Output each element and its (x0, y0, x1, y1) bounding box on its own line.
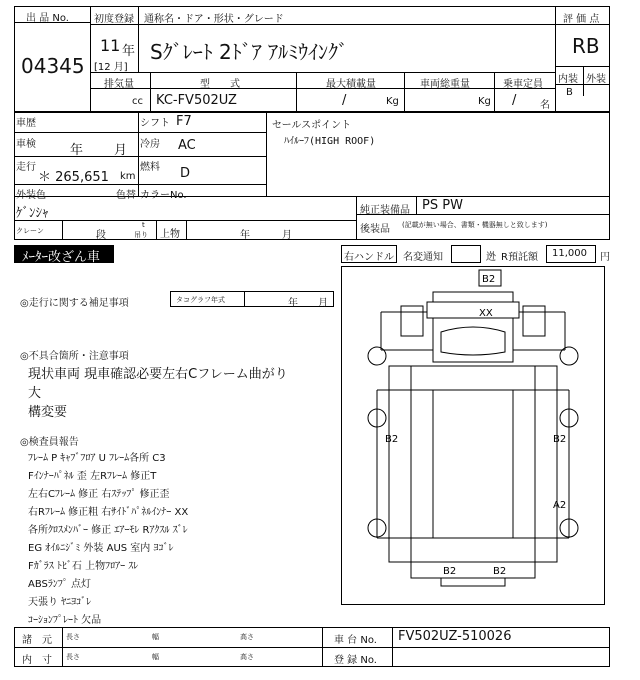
recycle-due-label: R預託額 (501, 252, 538, 263)
inspector-line: 天張り ﾔﾆﾖｺﾞﾚ (28, 597, 92, 608)
gross-weight-label: 車両総重量 (420, 79, 470, 90)
crane-label: クレーン (16, 227, 44, 235)
inspector-line: 左右Cﾌﾚｰﾑ 修正 右ｽﾃｯﾌﾟ 修正歪 (28, 489, 170, 500)
interior-width-label: 幅 (152, 653, 159, 661)
inspection-month-unit: 月 (114, 143, 128, 158)
recycle-due-amount: 11,000 (552, 248, 587, 259)
chassis-number-label: 車 台 No. (334, 635, 377, 646)
defect-line: 現状車両 現車確認必要左右Cフレーム曲がり (28, 367, 288, 382)
lift-label: 上物 (160, 229, 180, 240)
spec-height-label: 高さ (240, 633, 254, 641)
interior-dimension-label: 内 寸 (22, 655, 52, 666)
truck-condition-diagram (341, 266, 605, 606)
history-label: 車歴 (16, 118, 36, 129)
capacity-slash: / (512, 93, 517, 108)
spec-length-label: 長さ (66, 633, 80, 641)
crane-ton-unit: t (142, 221, 145, 229)
rating-label: 評 価 点 (563, 14, 600, 25)
inspector-line: ﾌﾚｰﾑ P ｷｬﾌﾞﾌﾛｱ U ﾌﾚｰﾑ各所 C3 (28, 453, 166, 464)
inspection-label: 車検 (16, 139, 36, 150)
inspector-line: EG ｵｲﾙﾆｼﾞﾐ 外装 AUS 室内 ﾖｺﾞﾚ (28, 543, 174, 554)
mark-front: B2 (482, 274, 496, 285)
vehicle-name: Sｸﾞﾚｰﾄ 2ﾄﾞｱ ｱﾙﾐｳｲﾝｸﾞ (150, 40, 349, 64)
retrofit-label: 後装品 (360, 224, 390, 235)
capacity-unit: 名 (540, 100, 550, 111)
capacity-label: 乗車定員 (503, 79, 543, 90)
color-value: ｹﾞﾝｼｬ (16, 206, 49, 221)
vehicle-name-label: 通称名・ドア・形状・グレード (144, 14, 284, 25)
exterior-grade-label: 外装 (586, 74, 606, 85)
chassis-number: FV502UZ-510026 (398, 629, 512, 644)
name-change-label: 名変通知 (403, 252, 443, 263)
displacement-label: 排気量 (104, 79, 134, 90)
color-number-label: カラーNo. (140, 190, 187, 201)
kanji-mark: 迯 (486, 252, 496, 263)
inspection-year-unit: 年 (70, 143, 84, 158)
gross-weight-unit: Kg (478, 96, 491, 107)
tachograph-month-unit: 月 (318, 298, 328, 309)
meter-tampered-text: ﾒｰﾀｰ改ざん車 (22, 250, 101, 265)
color-label: 外装色 (16, 190, 46, 201)
mark-rear-right: B2 (493, 566, 507, 577)
lift-year-unit: 年 (240, 230, 250, 241)
sales-point-label: セールスポイント (272, 120, 352, 131)
mileage-value: ＊ 265,651 (38, 170, 109, 185)
mark-right-panel: B2 (553, 434, 567, 445)
inspector-title: ◎検査員報告 (20, 437, 79, 448)
recycle-due-unit: 円 (600, 252, 610, 263)
crane-hang-unit: 吊り (134, 231, 148, 239)
interior-height-label: 高さ (240, 653, 254, 661)
sales-point-value: ﾊｲﾙｰﾌ(HIGH ROOF) (284, 136, 376, 147)
lot-number: 04345 (21, 54, 85, 78)
max-load-slash: / (342, 93, 347, 108)
registration-month: [12 月] (94, 62, 128, 73)
shift-value: F7 (176, 114, 192, 129)
inspector-line: Fｲﾝﾅｰﾊﾟﾈﾙ 歪 左Rﾌﾚｰﾑ 修正T (28, 471, 157, 482)
defects-title: ◎不具合箇所・注意事項 (20, 351, 129, 362)
equipment-value: PS PW (422, 198, 463, 213)
inspector-line: ｺｰｼｮﾝﾌﾟﾚｰﾄ 欠品 (28, 615, 102, 626)
mark-rear-left: B2 (443, 566, 457, 577)
lift-month-unit: 月 (282, 230, 292, 241)
right-hand-drive: 右ハンドル (344, 252, 394, 263)
tachograph-label: タコグラフ年式 (176, 296, 225, 304)
mileage-label: 走行 (16, 162, 36, 173)
fuel-label: 燃料 (140, 162, 160, 173)
registration-label: 初度登録 (94, 14, 134, 25)
mileage-unit: km (120, 171, 136, 182)
rating-score: RB (572, 34, 600, 58)
color-change-label: 色替 (116, 190, 136, 201)
driving-notes-title: ◎走行に関する補足事項 (20, 298, 129, 309)
equipment-label: 純正装備品 (360, 205, 410, 216)
interior-grade: B (566, 87, 573, 98)
cc-unit: cc (132, 96, 143, 107)
inspector-line: ABSﾗﾝﾌﾟ 点灯 (28, 579, 92, 590)
max-load-unit: Kg (386, 96, 399, 107)
registration-number-label: 登 録 No. (334, 655, 377, 666)
meter-tampered-banner (14, 245, 114, 263)
registration-year: 11 (100, 36, 121, 55)
interior-length-label: 長さ (66, 653, 80, 661)
crane-stage-unit: 段 (96, 230, 106, 241)
spec-width-label: 幅 (152, 633, 159, 641)
name-change-box (451, 245, 481, 263)
mark-right-lower: A2 (553, 500, 567, 511)
mark-cab: XX (479, 308, 493, 319)
spec-row-label: 諸 元 (22, 635, 52, 646)
tachograph-year-unit: 年 (288, 298, 298, 309)
lot-label: 出 品 No. (26, 13, 69, 24)
mark-left-panel: B2 (385, 434, 399, 445)
shift-label: シフト (140, 118, 170, 129)
model-code: KC-FV502UZ (156, 93, 237, 108)
inspector-line: 各所ｸﾛｽﾒﾝﾊﾞｰ 修正 ｴｱｰﾓﾚ Rｱｸｽﾙ ｽﾞﾚ (28, 525, 188, 536)
ac-value: AC (178, 138, 196, 153)
fuel-value: D (180, 166, 191, 181)
defect-line: 大 (28, 386, 42, 401)
registration-year-unit: 年 (122, 44, 136, 59)
defect-line: 構変要 (28, 405, 68, 420)
inspector-line: 右Rﾌﾚｰﾑ 修正粗 右ｻｲﾄﾞﾊﾟﾈﾙｲﾝﾅｰ XX (28, 507, 189, 518)
model-label: 型 式 (200, 79, 240, 90)
interior-grade-label: 内装 (558, 74, 578, 85)
retrofit-note: (記載が無い場合、書類・機器無しと致します) (402, 221, 548, 229)
inspector-line: Fｶﾞﾗｽ ﾄﾋﾞ石 上物ﾌﾛｱｰ ｽﾚ (28, 561, 139, 572)
max-load-label: 最大積載量 (326, 79, 376, 90)
ac-label: 冷房 (140, 139, 160, 150)
